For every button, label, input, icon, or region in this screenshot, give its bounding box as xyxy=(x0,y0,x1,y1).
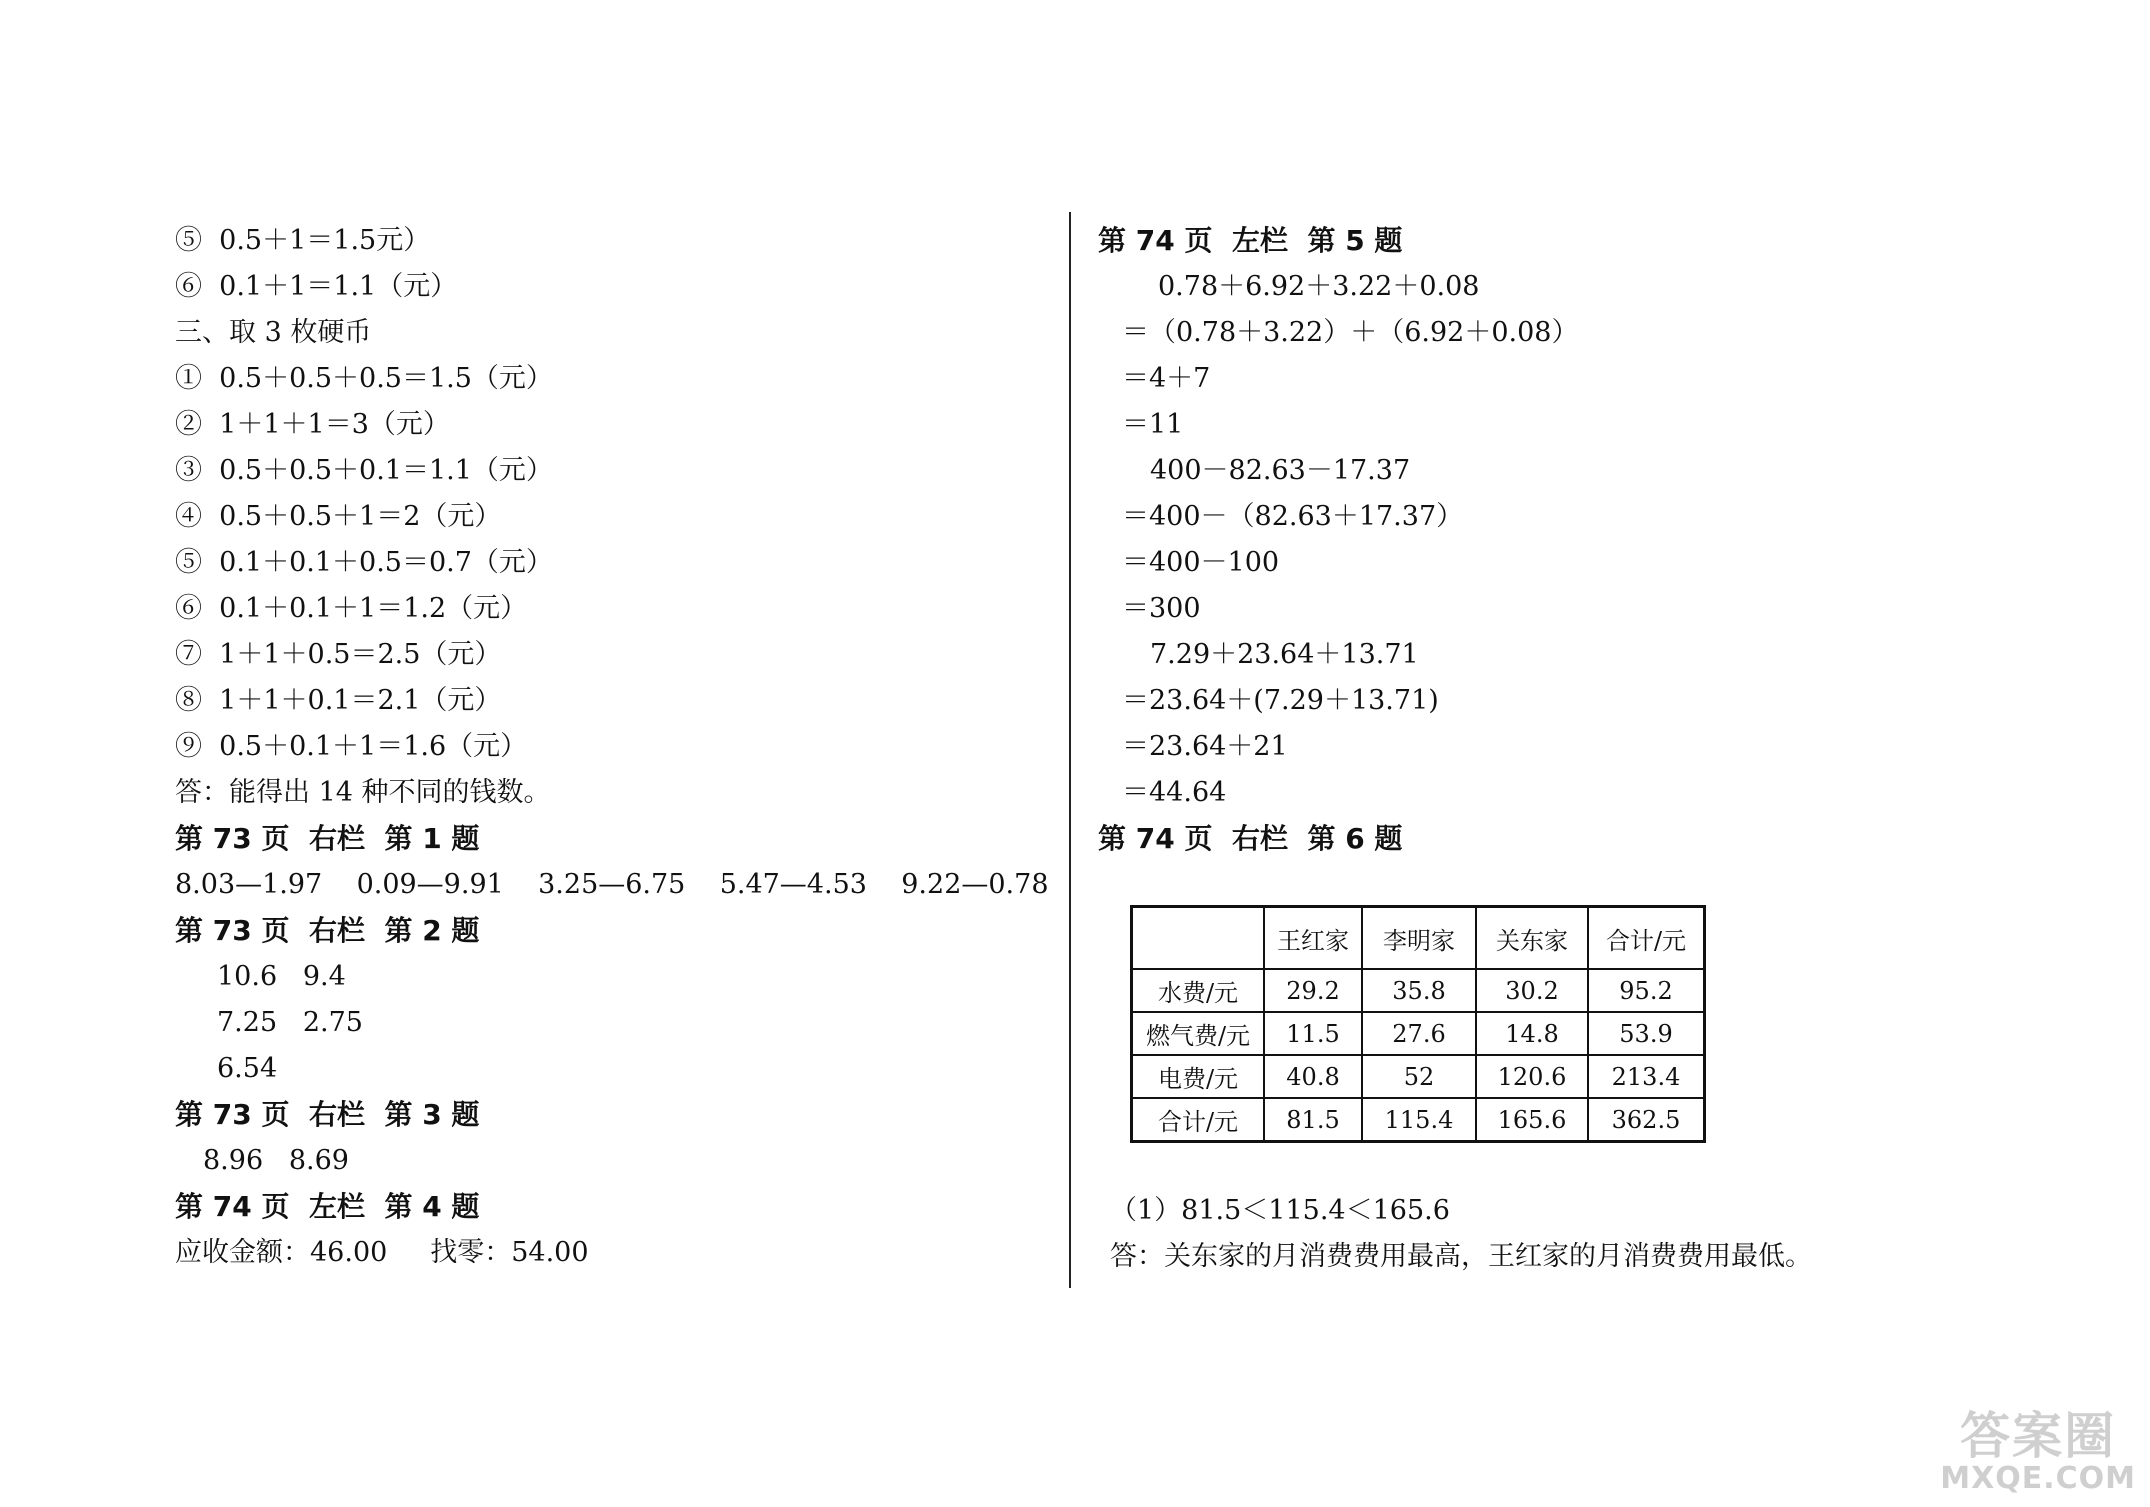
answer-line: 6.54 xyxy=(217,1053,278,1084)
right-column xyxy=(1098,218,1998,862)
table-cell: 11.5 xyxy=(1264,1012,1362,1055)
table-row xyxy=(1132,969,1705,1012)
table-cell: 95.2 xyxy=(1588,969,1705,1012)
calc-line: 7.29＋23.64＋13.71 xyxy=(1150,639,1419,670)
answer-line: 10.6 9.4 xyxy=(217,961,346,992)
answer-line: 应收金额：46.00 找零：54.00 xyxy=(175,1237,589,1268)
question-heading: 第 73 页 右栏 第 1 题 xyxy=(175,822,480,855)
calc-line: ＝400－（82.63＋17.37） xyxy=(1122,501,1464,532)
answer-line: ⑤ 0.5＋1＝1.5元） xyxy=(175,225,431,256)
table-header-cell: 合计/元 xyxy=(1588,907,1705,970)
final-answer xyxy=(1110,1188,1812,1280)
conclusion-line: 答：关东家的月消费费用最高，王红家的月消费费用最低。 xyxy=(1110,1241,1812,1272)
table-row-label: 合计/元 xyxy=(1132,1098,1265,1142)
table-row-label: 电费/元 xyxy=(1132,1055,1265,1098)
answer-line: ⑥ 0.1＋1＝1.1（元） xyxy=(175,271,458,302)
question-heading: 第 74 页 左栏 第 5 题 xyxy=(1098,224,1403,257)
table-header-cell xyxy=(1132,907,1265,970)
table-cell: 213.4 xyxy=(1588,1055,1705,1098)
table-cell: 29.2 xyxy=(1264,969,1362,1012)
answer-line: ③ 0.5＋0.5＋0.1＝1.1（元） xyxy=(175,455,553,486)
table-row-label: 燃气费/元 xyxy=(1132,1012,1265,1055)
left-column xyxy=(175,218,1055,1276)
answer-line: ② 1＋1＋1＝3（元） xyxy=(175,409,450,440)
calc-line: ＝400－100 xyxy=(1122,547,1280,578)
table-cell: 27.6 xyxy=(1362,1012,1476,1055)
answer-line: ⑦ 1＋1＋0.5＝2.5（元） xyxy=(175,639,502,670)
question-heading: 第 73 页 右栏 第 2 题 xyxy=(175,914,480,947)
table-header-row xyxy=(1132,907,1705,970)
answer-line: ④ 0.5＋0.5＋1＝2（元） xyxy=(175,501,502,532)
watermark-logo xyxy=(1940,1409,2136,1495)
question-heading: 第 73 页 右栏 第 3 题 xyxy=(175,1098,480,1131)
table-header-cell: 关东家 xyxy=(1476,907,1588,970)
table-cell: 53.9 xyxy=(1588,1012,1705,1055)
answer-line: ⑤ 0.1＋0.1＋0.5＝0.7（元） xyxy=(175,547,553,578)
calc-line: ＝11 xyxy=(1122,409,1184,440)
calc-line: 400－82.63－17.37 xyxy=(1150,455,1411,486)
table-row xyxy=(1132,1098,1705,1142)
table-cell: 30.2 xyxy=(1476,969,1588,1012)
calc-line: ＝23.64＋21 xyxy=(1122,731,1288,762)
table-cell: 14.8 xyxy=(1476,1012,1588,1055)
table-cell: 120.6 xyxy=(1476,1055,1588,1098)
answer-line: ⑨ 0.5＋0.1＋1＝1.6（元） xyxy=(175,731,528,762)
section-heading: 三、取 3 枚硬币 xyxy=(175,317,372,348)
calc-line: ＝44.64 xyxy=(1122,777,1227,808)
table-cell: 165.6 xyxy=(1476,1098,1588,1142)
column-divider xyxy=(1069,212,1071,1288)
answer-line: 8.96 8.69 xyxy=(203,1145,349,1176)
calc-line: ＝（0.78＋3.22）＋（6.92＋0.08） xyxy=(1122,317,1579,348)
table-row xyxy=(1132,1012,1705,1055)
comparison-line: （1）81.5＜115.4＜165.6 xyxy=(1110,1195,1450,1226)
table-header-cell: 李明家 xyxy=(1362,907,1476,970)
table-cell: 40.8 xyxy=(1264,1055,1362,1098)
table-cell: 35.8 xyxy=(1362,969,1476,1012)
table-cell: 52 xyxy=(1362,1055,1476,1098)
calc-line: ＝300 xyxy=(1122,593,1201,624)
table-cell: 115.4 xyxy=(1362,1098,1476,1142)
table-header-cell: 王红家 xyxy=(1264,907,1362,970)
answer-line: 7.25 2.75 xyxy=(217,1007,363,1038)
calc-line: 0.78＋6.92＋3.22＋0.08 xyxy=(1158,271,1480,302)
calc-line: ＝4＋7 xyxy=(1122,363,1211,394)
table-row xyxy=(1132,1055,1705,1098)
question-heading: 第 74 页 右栏 第 6 题 xyxy=(1098,822,1403,855)
answer-line: ① 0.5＋0.5＋0.5＝1.5（元） xyxy=(175,363,553,394)
expense-table xyxy=(1130,905,1706,1143)
table-row-label: 水费/元 xyxy=(1132,969,1265,1012)
conclusion-line: 答：能得出 14 种不同的钱数。 xyxy=(175,777,551,808)
table-cell: 362.5 xyxy=(1588,1098,1705,1142)
answer-line: ⑧ 1＋1＋0.1＝2.1（元） xyxy=(175,685,502,716)
answer-line: ⑥ 0.1＋0.1＋1＝1.2（元） xyxy=(175,593,528,624)
answer-line: 8.03—1.97 0.09—9.91 3.25—6.75 5.47—4.53 9.22—0.78 xyxy=(175,869,1049,900)
question-heading: 第 74 页 左栏 第 4 题 xyxy=(175,1190,480,1223)
watermark-top: 答案圈 xyxy=(1960,1407,2117,1465)
watermark-bottom: MXQE.COM xyxy=(1940,1461,2136,1496)
calc-line: ＝23.64＋(7.29＋13.71) xyxy=(1122,685,1439,716)
table-cell: 81.5 xyxy=(1264,1098,1362,1142)
